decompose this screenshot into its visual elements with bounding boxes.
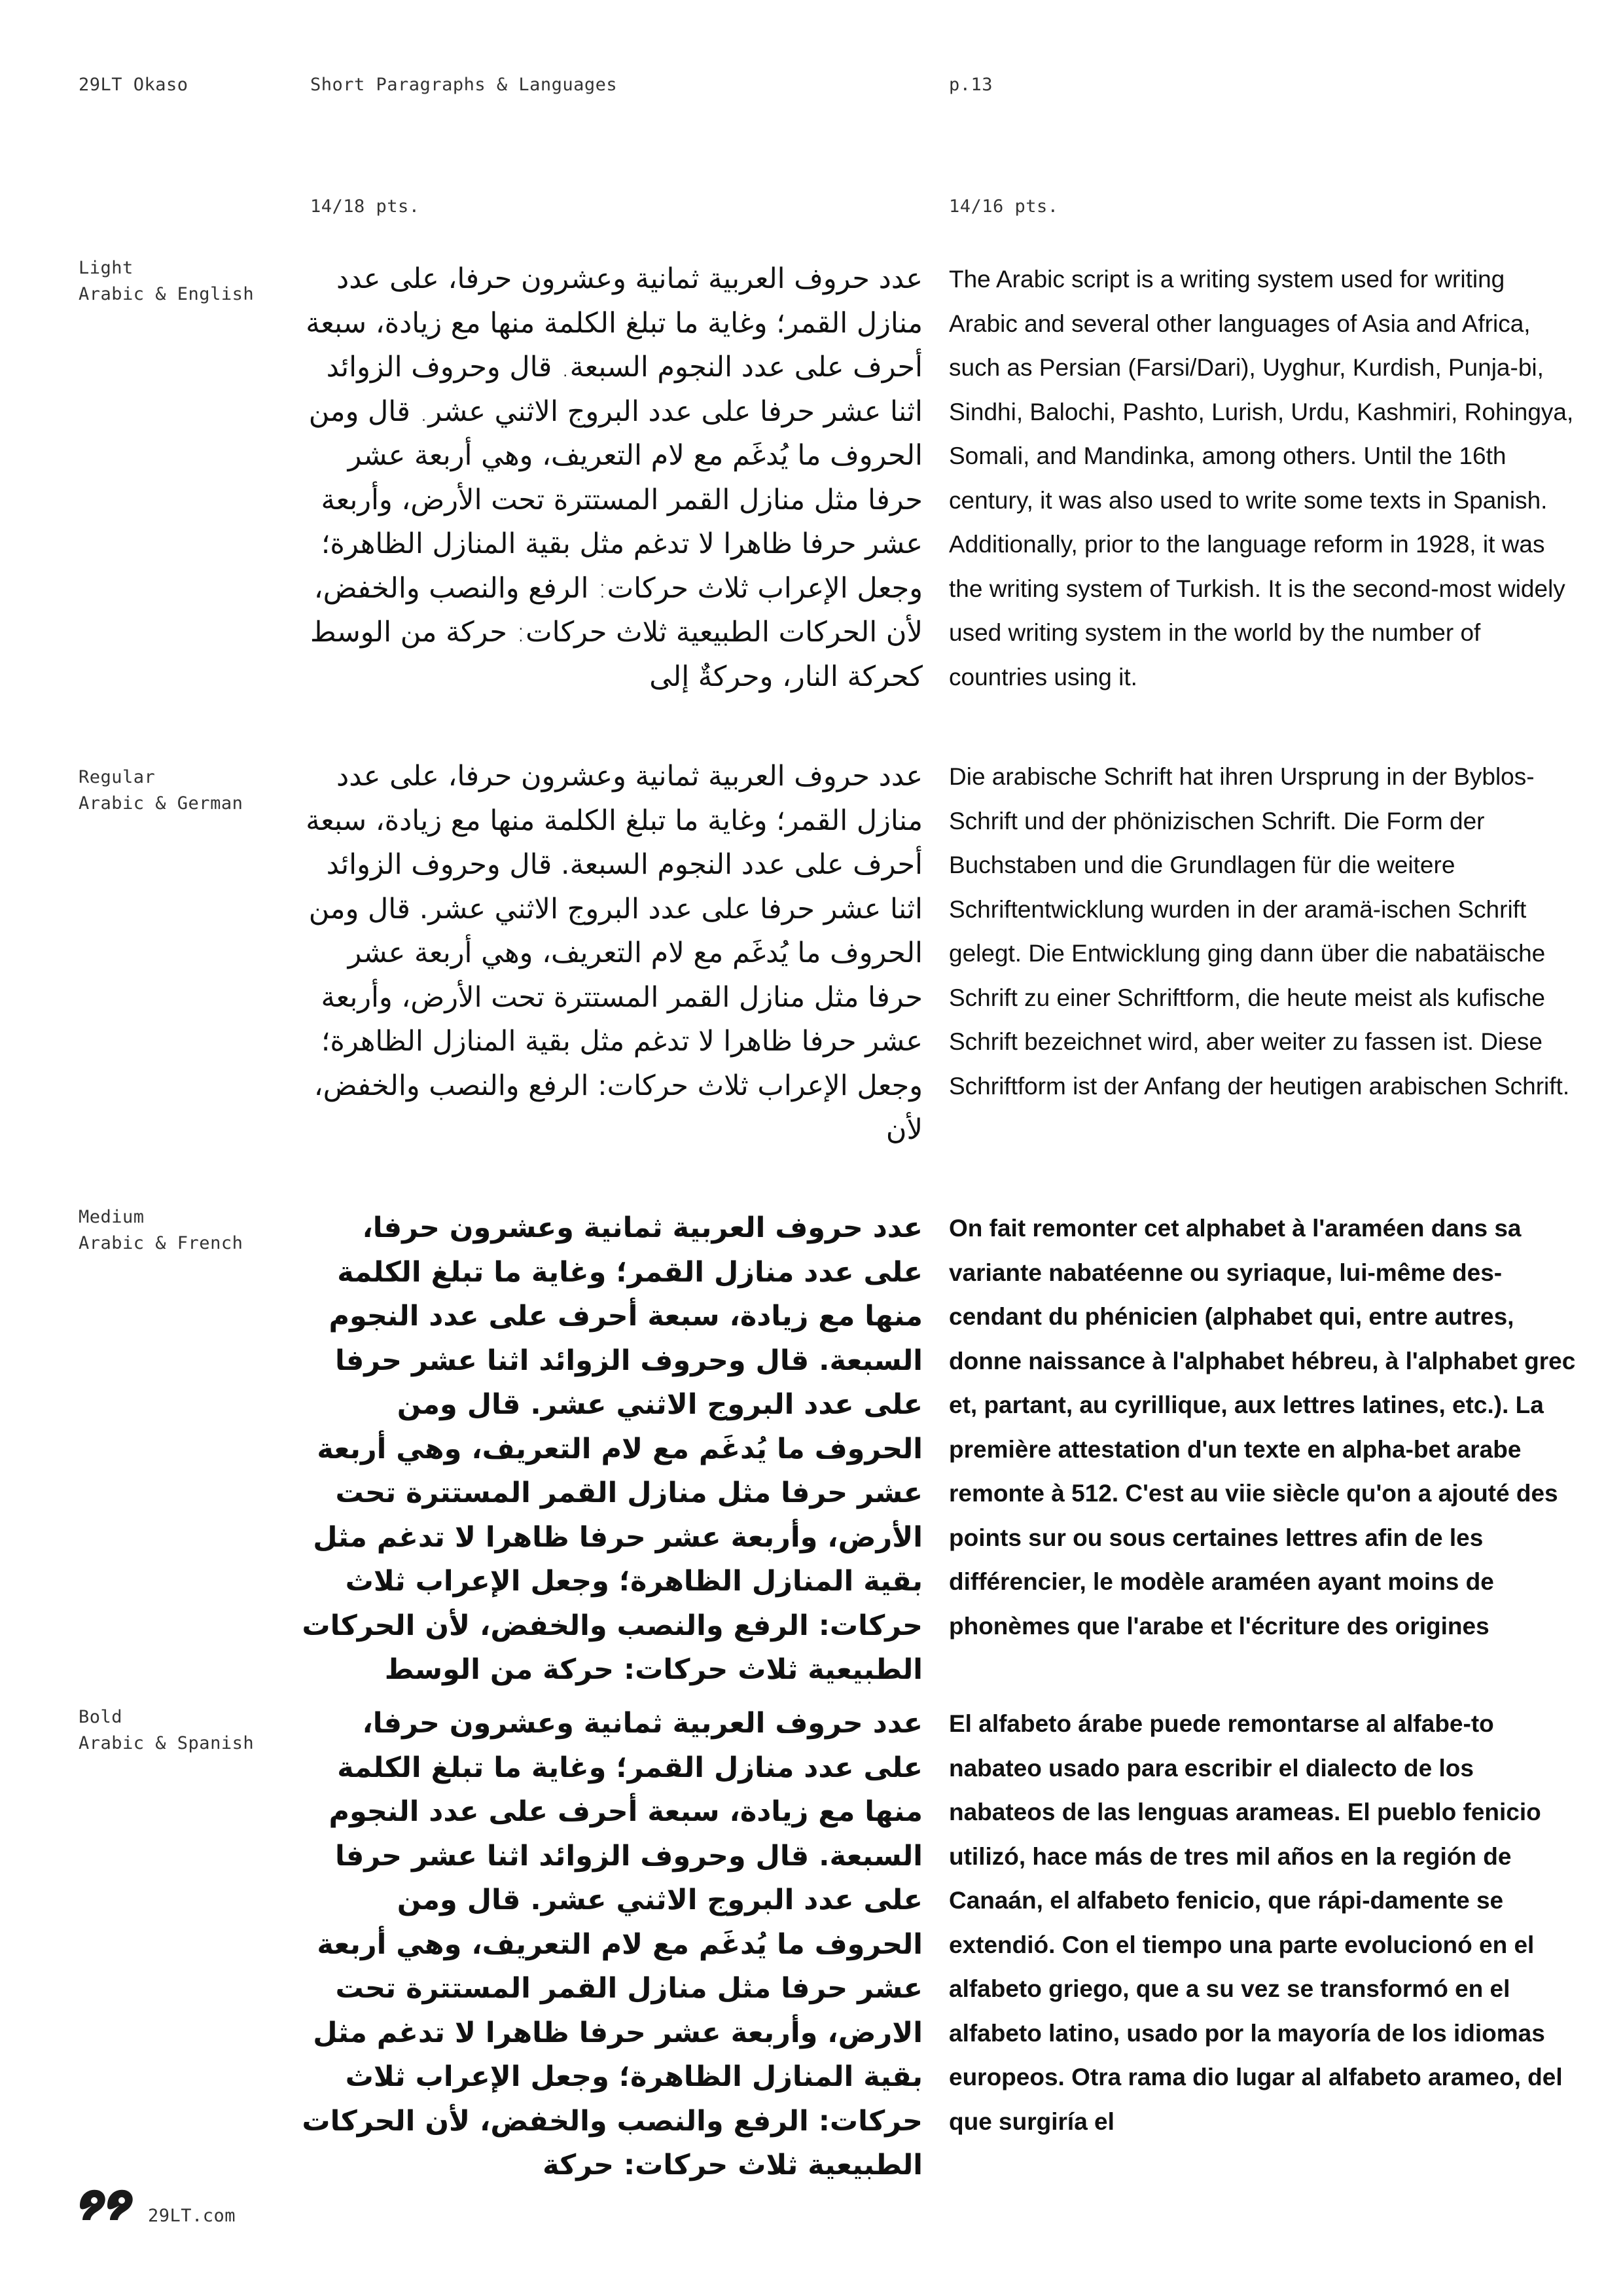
brand-name: 29LT Okaso [79,75,188,95]
left-column-size-label: 14/18 pts. [310,196,420,217]
weight-label: Medium [79,1207,145,1227]
section-label-medium [79,1204,243,1257]
section-label-regular [79,764,243,817]
language-label: Arabic & French [79,1233,243,1253]
language-label: Arabic & German [79,793,243,814]
arabic-paragraph-bold: عدد حروف العربية ثمانية وعشرون حرفا، على عدد منازل القمر؛ وغاية ما تبلغ الكلمة منها مع زيادة، سبعة أحرف على عدد النجوم السبعة. قال وحروف الزوائد اثنا عشر حرفا على عدد البروج الاثني عشر. قال ومن الحروف ما يُدغَم مع لام التعريف، وهي أربعة عشر حرفا مثل منازل القمر المستترة تحت الارض، وأربعة عشر حرفا ظاهرا لا تدغم مثل بقية المنازل الظاهرة؛ وجعل الإعراب ثلاث حركات: الرفع والنصب والخفض، لأن الحركات الطبيعية ثلاث حركات: حركة [302,1707,923,2181]
spanish-paragraph-bold: El alfabeto árabe puede remontarse al alfabe-to nabateo usado para escribir el dialecto de los nabateos de las lenguas arameas. El pueblo fenicio utilizó, hace más de tres mil años en la región de Canaán, el alfabeto fenicio, que rápi-damente se extendió. Con el tiempo una parte evolucionó en el alfabeto griego, que a su vez se transformó en el alfabeto latino, usado por la mayoría de los idiomas europeos. Otra rama dio lugar al alfabeto arameo, del que surgiría el [949,1710,1563,2135]
footer-url: 29LT.com [148,2206,236,2226]
language-label: Arabic & English [79,284,255,304]
french-paragraph-medium: On fait remonter cet alphabet à l'araméen dans sa variante nabatéenne ou syriaque, lui-même des-cendant du phénicien (alphabet qui, entre autres, donne naissance à l'alphabet hébreu, à l'alphabet grec et, partant, au cyrillique, aux lettres latines, etc.). La première attestation d'un texte en alpha-bet arabe remonte à 512. C'est au viie siècle qu'on a ajouté des points sur ou sous certaines lettres afin de les différencier, le modèle araméen ayant moins de phonèmes que l'arabe et l'écriture des origines [949,1215,1576,1640]
right-column-size-label: 14/16 pts. [949,196,1059,217]
weight-label: Regular [79,767,156,787]
english-paragraph-light: The Arabic script is a writing system used for writing Arabic and several other languages of Asia and Africa, such as Persian (Farsi/Dari), Uyghur, Kurdish, Punja-bi, Sindhi, Balochi, Pashto, Lurish, Urdu, Kashmiri, Rohingya, Somali, and Mandinka, among others. Until the 16th century, it was also used to write some texts in Spanish. Additionally, prior to the language reform in 1928, it was the writing system of Turkish. It is the second-most widely used writing system in the world by the number of countries using it. [949,266,1574,691]
29lt-logo-icon [77,2186,137,2225]
weight-label: Light [79,258,134,278]
arabic-paragraph-light: عدد حروف العربية ثمانية وعشرون حرفا، على عدد منازل القمر؛ وغاية ما تبلغ الكلمة منها مع زيادة، سبعة أحرف على عدد النجوم السبعة. قال وحروف الزوائد اثنا عشر حرفا على عدد البروج الاثني عشر. قال ومن الحروف ما يُدغَم مع لام التعريف، وهي أربعة عشر حرفا مثل منازل القمر المستترة تحت الأرض، وأربعة عشر حرفا ظاهرا لا تدغم مثل بقية المنازل الظاهرة؛ وجعل الإعراب ثلاث حركات: الرفع والنصب والخفض، لأن الحركات الطبيعية ثلاث حركات: حركة من الوسط كحركة النار، وحركةٌ إلى [306,262,923,693]
page-number: p.13 [949,75,993,95]
arabic-paragraph-regular: عدد حروف العربية ثمانية وعشرون حرفا، على عدد منازل القمر؛ وغاية ما تبلغ الكلمة منها مع زيادة، سبعة أحرف على عدد النجوم السبعة. قال وحروف الزوائد اثنا عشر حرفا على عدد البروج الاثني عشر. قال ومن الحروف ما يُدغَم مع لام التعريف، وهي أربعة عشر حرفا مثل منازل القمر المستترة تحت الأرض، وأربعة عشر حرفا ظاهرا لا تدغم مثل بقية المنازل الظاهرة؛ وجعل الإعراب ثلاث حركات: الرفع والنصب والخفض، لأن [306,760,923,1146]
language-label: Arabic & Spanish [79,1733,255,1753]
german-paragraph-regular: Die arabische Schrift hat ihren Ursprung in der Byblos-Schrift und der phönizischen Schrift. Die Form der Buchstaben und die Grundlagen für die weitere Schriftentwicklung wurden in der aramä-ischen Schrift gelegt. Die Entwicklung ging dann über die nabatäische Schrift zu einer Schriftform, die heute meist als kufische Schrift bezeichnet wird, aber weiter zu fassen ist. Diese Schriftform ist der Anfang der heutigen arabischen Schrift. [949,763,1570,1100]
section-label-light [79,255,254,308]
section-label-bold [79,1704,254,1757]
section-title: Short Paragraphs & Languages [310,75,618,95]
weight-label: Bold [79,1707,123,1727]
arabic-paragraph-medium: عدد حروف العربية ثمانية وعشرون حرفا، على عدد منازل القمر؛ وغاية ما تبلغ الكلمة منها مع زيادة، سبعة أحرف على عدد النجوم السبعة. قال وحروف الزوائد اثنا عشر حرفا على عدد البروج الاثني عشر. قال ومن الحروف ما يُدغَم مع لام التعريف، وهي أربعة عشر حرفا مثل منازل القمر المستترة تحت الأرض، وأربعة عشر حرفا ظاهرا لا تدغم مثل بقية المنازل الظاهرة؛ وجعل الإعراب ثلاث حركات: الرفع والنصب والخفض، لأن الحركات الطبيعية ثلاث حركات: حركة من الوسط [302,1211,923,1686]
